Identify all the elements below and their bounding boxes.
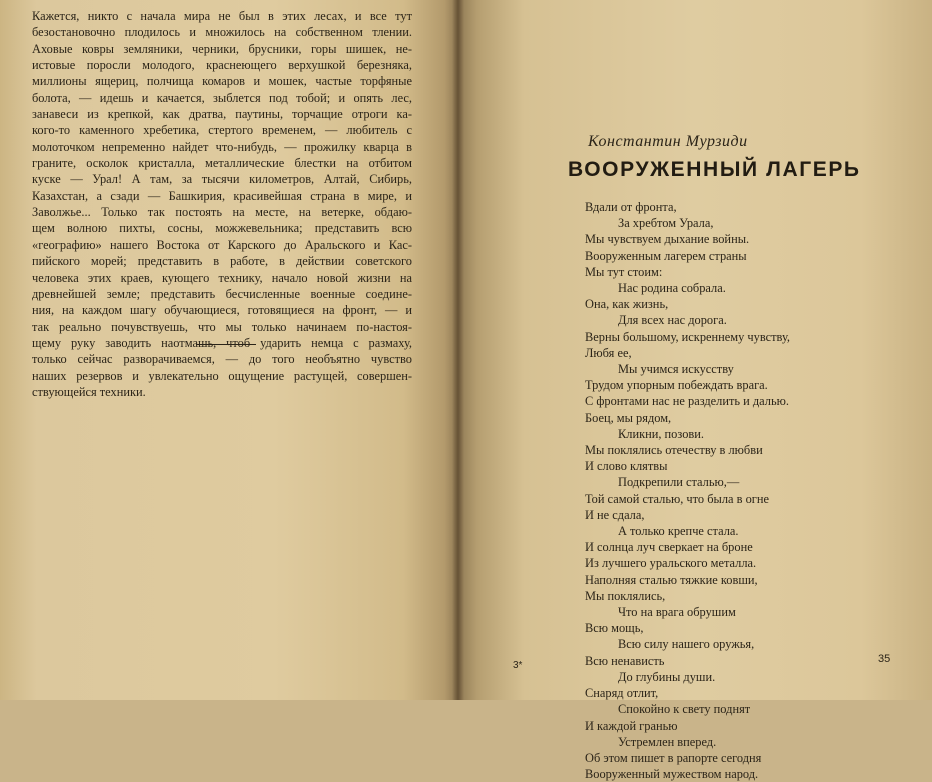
prose-line: граните, осколок кристалла, металлические блестки на отбитом [32, 156, 412, 171]
prose-line: безостановочно плодилось и множилось на собственном тлении. [32, 25, 412, 40]
prose-line: пийского морей; представить в работе, в действии советского [32, 254, 412, 269]
poem-line: Боец, мы рядом, [585, 410, 672, 425]
poem-line: За хребтом Урала, [618, 216, 714, 231]
poem-line: Она, как жизнь, [585, 297, 669, 312]
poem-body [585, 199, 925, 782]
poem-line: Из лучшего уральского металла. [585, 556, 757, 571]
poem-line: Устремлен вперед. [618, 734, 717, 749]
prose-line: только сейчас разворачиваемся, — до того необъятно чувство [32, 352, 412, 367]
book-gutter [452, 0, 464, 700]
prose-paragraph [32, 8, 412, 400]
poem-line: А только крепче стала. [618, 524, 739, 539]
poem-line: Наполняя сталью тяжкие ковши, [585, 572, 758, 587]
poem-line: Вооруженным лагерем страны [585, 248, 747, 263]
poem-line: Любя ее, [585, 345, 632, 360]
prose-line: занавеси из крепкой, как дратва, паутины, торчащие отроги ка- [32, 107, 412, 122]
poem-line: И слово клятвы [585, 459, 668, 474]
poem-line: Об этом пишет в рапорте сегодня [585, 750, 762, 765]
poem-line: И солнца луч сверкает на броне [585, 540, 753, 555]
prose-line: ствующейся техники. [32, 384, 146, 399]
prose-line: человека этих краев, кующего технику, начало новой жизни на [32, 270, 412, 285]
poem-line: Что на врага обрушим [618, 605, 736, 620]
poem-line: Кликни, позови. [618, 426, 704, 441]
prose-line: Аховые ковры земляники, черники, брусники, горы шишек, не- [32, 41, 412, 56]
poem-line: До глубины души. [618, 669, 716, 684]
signature-mark: 3* [513, 660, 523, 671]
prose-line: древнейшей земле; представить бесчисленные военные соедине- [32, 286, 412, 301]
poem-line: Вдали от фронта, [585, 200, 677, 214]
poem-line: Той самой сталью, что была в огне [585, 491, 769, 506]
left-page [0, 0, 458, 700]
right-page [458, 0, 932, 782]
poem-line: И не сдала, [585, 507, 645, 522]
poem-line: Всю мощь, [585, 621, 644, 636]
prose-line: щем волною пихты, сосны, можжевельника; представить всю [32, 221, 412, 236]
prose-line: Кажется, никто с начала мира не был в этих лесах, и все тут [32, 9, 412, 23]
prose-line: куске — Урал! А там, за тысячи километров, Алтай, Сибирь, [32, 172, 412, 187]
poem-title: ВООРУЖЕННЫЙ ЛАГЕРЬ [568, 158, 861, 181]
prose-line: Заволжье... Только так постоять на месте, на ветерке, обдаю- [32, 205, 412, 220]
poem-line: Спокойно к свету поднят [618, 702, 751, 717]
prose-line: Казахстан, а сзади — Башкирия, красивейшая страна в мире, и [32, 188, 412, 203]
poem-line: Мы учимся искусству [618, 362, 734, 377]
page-number: 35 [878, 653, 891, 665]
poem-line: С фронтами нас не разделить и далью. [585, 394, 789, 409]
poem-line: Подкрепили сталью,— [618, 475, 740, 490]
poem-line: Верны большому, искреннему чувству, [585, 329, 791, 344]
prose-line: щему руку заводить наотмашь, чтоб ударить немца с размаху, [32, 335, 412, 350]
prose-line: так реально почувствуешь, что мы только начинаем по-настоя- [32, 319, 412, 334]
poem-line: Мы поклялись отечеству в любви [585, 443, 763, 458]
prose-line: наших резервов и увлекательно ощущение растущей, совершен- [32, 368, 412, 383]
prose-line: «географию» нашего Востока от Карского до Аральского и Кас- [32, 237, 412, 252]
section-divider [196, 344, 256, 345]
prose-line: болота, — идешь и качается, зыблется под тобой; и опять лес, [32, 90, 412, 105]
poem-line: Вооруженный мужеством народ. [585, 767, 759, 782]
poem-line: Для всех нас дорога. [618, 313, 727, 328]
poem-line: Мы поклялись, [585, 588, 666, 603]
prose-line: истовые поросли молодого, краснеющего верхушкой березняка, [32, 58, 412, 73]
poem-line: Снаряд отлит, [585, 686, 659, 701]
poem-line: Трудом упорным побеждать врага. [585, 378, 768, 393]
prose-line: миллионы ящериц, полчища комаров и мошек, частые торфяные [32, 74, 412, 89]
poem-line: Всю ненависть [585, 653, 665, 668]
poem-line: И каждой гранью [585, 718, 678, 733]
poem-author: Константин Мурзиди [588, 133, 748, 150]
prose-line: ния, на каждом шагу обучающиеся, готовящиеся на фронт, — и [32, 303, 412, 318]
poem-line: Мы чувствуем дыхание войны. [585, 232, 750, 247]
poem-line: Мы тут стоим: [585, 264, 663, 279]
prose-line: молоточком непременно найдет что-нибудь, — прожилку кварца в [32, 139, 412, 154]
poem-line: Всю силу нашего оружья, [618, 637, 755, 652]
poem-line: Нас родина собрала. [618, 281, 726, 296]
prose-line: кого-то каменного хребетика, стертого временем, — любитель с [32, 123, 412, 138]
